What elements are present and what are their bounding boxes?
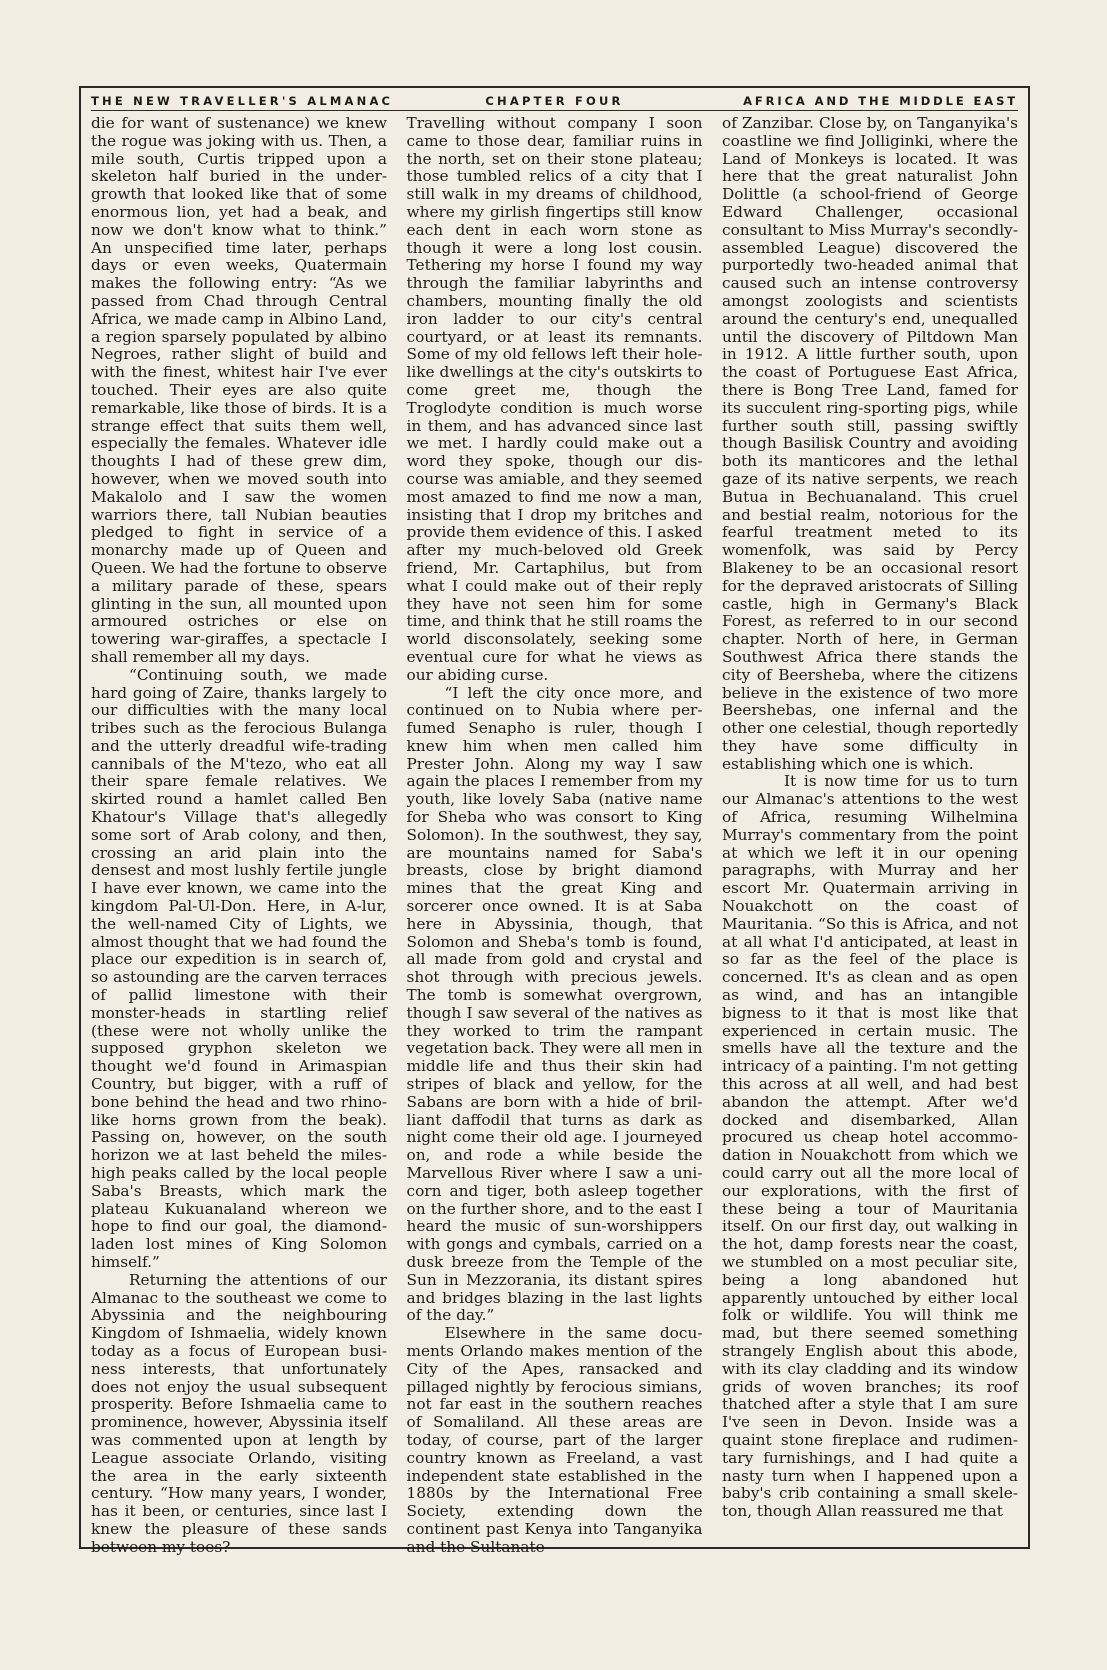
header-book-title: THE NEW TRAVELLER'S ALMANAC [91, 94, 394, 108]
page-frame [79, 86, 1030, 1556]
paragraph: die for want of sustenance) we knew the rogue was joking with us. Then, a mile south, Curtis tripped upon a skeleton half buried in the undergrowth that looked like that of some enormous lion, yet had a beak, and now we don't know what to think.” An unspecified time later, perhaps days or even weeks, Quatermain makes the following entry: “As we passed from Chad through Central Africa, we made camp in Albino Land, a region sparsely populated by albino Negroes, rather slight of build and with the finest, whitest hair I've ever touched. Their eyes are also quite remarkable, like those of birds. It is a strange effect that suits them well, especially the females. Whatever idle thoughts I had of these grew dim, however, when we moved south into Makalolo and I saw the women warriors there, tall Nubian beauties pledged to fight in service of a monarchy made up of Queen and Queen. We had the fortune to observe a military parade of these, spears glinting in the sun, all mounted upon armoured ostriches or else on towering war-giraffes, a spectacle I shall remember all my days. [91, 114, 387, 666]
paragraph: Travelling without company I soon came to those dear, familiar ruins in the north, set on their stone plateau; those tumbled relics of a city that I still walk in my dreams of childhood, where my girlish fingertips still know each dent in each worn stone as though it were a long lost cousin. Tethering my horse I found my way through the familiar labyrinths and chambers, mounting finally the old iron ladder to our city's central courtyard, or at least its remnants. Some of my old fellows left their hole-like dwellings at the city's outskirts to come greet me, though the Troglodyte condition is much worse in them, and has advanced since last we met. I hardly could make out a word they spoke, though our discourse was amiable, and they seemed most amazed to find me now a man, insisting that I drop my britches and provide them evidence of this. I asked after my much-beloved old Greek friend, Mr. Cartaphilus, but from what I could make out of their reply they have not seen him for some time, and think that he still roams the world disconsolately, seeking some eventual cure for what he views as our abiding curse. [406, 114, 703, 684]
header-chapter: CHAPTER FOUR [485, 94, 624, 108]
paragraph: of Zanzibar. Close by, on Tanganyika's coastline we find Jolliginki, where the Land of Monkeys is located. It was here that the great naturalist John Dolittle (a school-friend of George Edward Challenger, occasional consultant to Miss Murray's secondly-assembled League) discovered the purportedly two-headed animal that caused such an intense controversy amongst zoologists and scientists around the century's end, unequalled until the discovery of Piltdown Man in 1912. A little further south, upon the coast of Portuguese East Africa, there is Bong Tree Land, famed for its succulent ring-sporting pigs, while further south still, passing swiftly though Basilisk Country and avoiding both its manticores and the lethal gaze of its native serpents, we reach Butua in Bechuanaland. This cruel and bestial realm, notorious for the fearful treatment meted to its womenfolk, was said by Percy Blakeney to be an occasional resort for the depraved aristocrats of Silling castle, high in Germany's Black Forest, as referred to in our second chapter. North of here, in German Southwest Africa there stands the city of Beersheba, where the citizens believe in the existence of two more Beershebas, one infernal and the other one celestial, though reportedly they have some difficulty in establishing which one is which. [722, 114, 1018, 773]
header-section: AFRICA AND THE MIDDLE EAST [743, 94, 1018, 108]
column-2 [406, 114, 703, 1556]
running-header [91, 94, 1018, 111]
column-3 [722, 115, 1018, 1543]
paragraph: Returning the attentions of our Almanac to the southeast we come to Abyssinia and the neighbouring Kingdom of Ishmaelia, widely known today as a focus of European business interests, that unfortunately does not enjoy the usual subsequent prosperity. Before Ishmaelia came to prominence, however, Abyssinia itself was commented upon at length by League associate Orlando, visiting the area in the early sixteenth century. “How many years, I wonder, has it been, or centuries, since last I knew the pleasure of these sands between my toes? [91, 1270, 387, 1556]
paragraph: “Continuing south, we made hard going of Zaire, thanks largely to our difficulties with the many local tribes such as the ferocious Bulanga and the utterly dreadful wife-trading cannibals of the M'tezo, who eat all their spare female relatives. We skirted round a hamlet called Ben Khatour's Village that's allegedly some sort of Arab colony, and then, crossing an arid plain into the densest and most lushly fertile jungle I have ever known, we came into the kingdom Pal-Ul-Don. Here, in A-lur, the well-named City of Lights, we almost thought that we had found the place our expedition is in search of, so astounding are the carven terraces of pallid limestone with their monster-heads in startling relief (these were not wholly unlike the supposed gryphon skeleton we thought we'd found in Arimaspian Country, but bigger, with a ruff of bone behind the head and two rhino-like horns grown from the beak). Passing on, however, on the south horizon we at last beheld the miles-high peaks called by the local people Saba's Breasts, which mark the plateau Kukuanaland whereon we hope to find our goal, the diamond-laden lost mines of King Solomon himself.” [91, 665, 387, 1271]
column-1 [91, 114, 387, 1556]
paragraph: It is now time for us to turn our Almanac's attentions to the west of Africa, resuming Wilhelmina Murray's commentary from the point at which we left it in our opening paragraphs, with Murray and her escort Mr. Quatermain arriving in Nouakchott on the coast of Mauritania. “So this is Africa, and not at all what I'd anticipated, at least in so far as the feel of the place is concerned. It's as clean and as open as wind, and has an intangible bigness to it that is most like that experienced in certain music. The smells have all the texture and the intricacy of a painting. I'm not getting this across at all well, and had best abandon the attempt. After we'd docked and disembarked, Allan procured us cheap hotel accommodation in Nouakchott from which we could carry out all the more local of our explorations, with the first of these being a tour of Mauritania itself. On our first day, out walking in the hot, damp forests near the coast, we stumbled on a most peculiar site, being a long abandoned hut apparently untouched by either local folk or wildlife. You will think me mad, but there seemed something strangely English about this abode, with its clay cladding and its window grids of woven branches; its roof thatched after a style that I am sure I've seen in Devon. Inside was a quaint stone fireplace and rudimentary furnishings, and I had quite a nasty turn when I happened upon a baby's crib containing a small skeleton, though Allan reassured me that [722, 772, 1018, 1521]
paragraph: Elsewhere in the same documents Orlando makes mention of the City of the Apes, ransacked and pillaged nightly by ferocious simians, not far east in the southern reaches of Somaliland. All these areas are today, of course, part of the larger country known as Freeland, a vast independent state established in the 1880s by the International Free Society, extending down the continent past Kenya into Tanganyika and the Sultanate [406, 1324, 703, 1556]
paragraph: “I left the city once more, and continued on to Nubia where perfumed Senapho is ruler, though I knew him when men called him Prester John. Along my way I saw again the places I remember from my youth, like lovely Saba (native name for Sheba who was consort to King Solomon). In the southwest, they say, are mountains named for Saba's breasts, close by bright diamond mines that the great King and sorcerer once owned. It is at Saba here in Abyssinia, though, that Solomon and Sheba's tomb is found, all made from gold and crystal and shot through with precious jewels. The tomb is somewhat overgrown, though I saw several of the natives as they worked to trim the rampant vegetation back. They were all men in middle life and thus their skin had stripes of black and yellow, for the Sabans are born with a hide of brilliant daffodil that turns as dark as night come their old age. I journeyed on, and rode a while beside the Marvellous River where I saw a unicorn and tiger, both asleep together on the further shore, and to the east I heard the music of sun-worshippers with gongs and cymbals, carried on a dusk breeze from the Temple of the Sun in Mezzorania, its distant spires and bridges blazing in the last lights of the day.” [406, 683, 703, 1325]
text-columns [91, 114, 1018, 1556]
